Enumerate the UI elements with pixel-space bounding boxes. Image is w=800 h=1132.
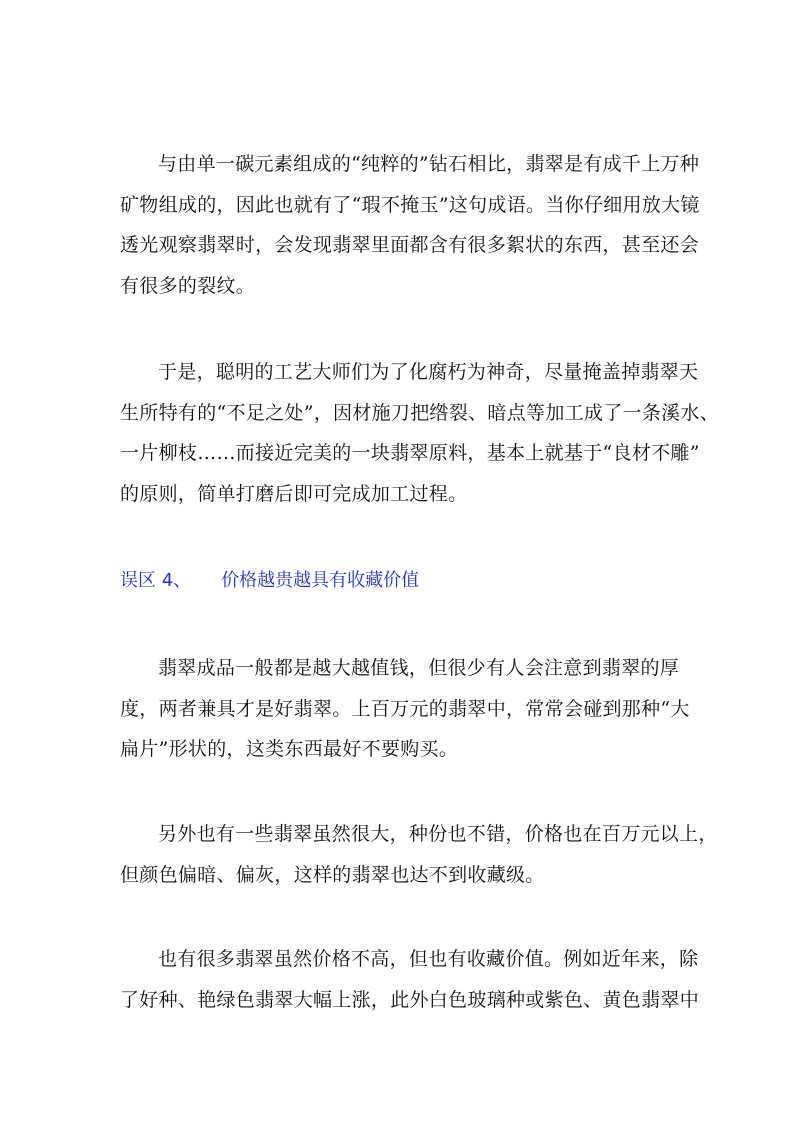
text-line: 矿物组成的，因此也就有了“瑕不掩玉”这句成语。当你仔细用放大镜 bbox=[120, 193, 700, 216]
text-line: 度，两者兼具才是好翡翠。上百万元的翡翠中，常常会碰到那种“大 bbox=[120, 697, 690, 720]
paragraph-collection-value bbox=[120, 939, 700, 1020]
paragraph-color bbox=[120, 814, 718, 895]
text-line: 另外也有一些翡翠虽然很大，种份也不错，价格也在百万元以上， bbox=[158, 823, 718, 845]
heading-title: 价格越贵越具有收藏价值 bbox=[221, 570, 420, 591]
text-line: 的原则，简单打磨后即可完成加工过程。 bbox=[120, 482, 468, 505]
section-heading bbox=[120, 566, 419, 596]
paragraph-craftsmanship bbox=[120, 352, 720, 514]
text-line: 与由单一碳元素组成的“纯粹的”钻石相比，翡翠是有成千上万种 bbox=[158, 153, 700, 175]
text-line: 翡翠成品一般都是越大越值钱，但很少有人会注意到翡翠的厚 bbox=[158, 657, 680, 679]
text-line: 透光观察翡翠时，会发现翡翠里面都含有很多絮状的东西，甚至还会 bbox=[120, 234, 700, 256]
text-line: 了好种、艳绿色翡翠大幅上涨，此外白色玻璃种或紫色、黄色翡翠中 bbox=[120, 988, 700, 1011]
heading-number: 误区 4、 bbox=[120, 570, 192, 591]
text-line: 但颜色偏暗、偏灰，这样的翡翠也达不到收藏级。 bbox=[120, 863, 545, 886]
text-line: 扁片”形状的，这类东西最好不要购买。 bbox=[120, 738, 459, 760]
text-line: 生所特有的“不足之处”，因材施刀把绺裂、暗点等加工成了一条溪水、 bbox=[120, 401, 720, 424]
text-line: 一片柳枝……而接近完美的一块翡翠原料，基本上就基于“良材不雕” bbox=[120, 442, 700, 464]
paragraph-thickness bbox=[120, 648, 700, 770]
text-line: 也有很多翡翠虽然价格不高，但也有收藏价值。例如近年来，除 bbox=[158, 948, 699, 970]
text-line: 有很多的裂纹。 bbox=[120, 274, 256, 297]
text-line: 于是，聪明的工艺大师们为了化腐朽为神奇，尽量掩盖掉翡翠天 bbox=[158, 361, 699, 383]
paragraph-flawed-jade bbox=[120, 144, 700, 306]
